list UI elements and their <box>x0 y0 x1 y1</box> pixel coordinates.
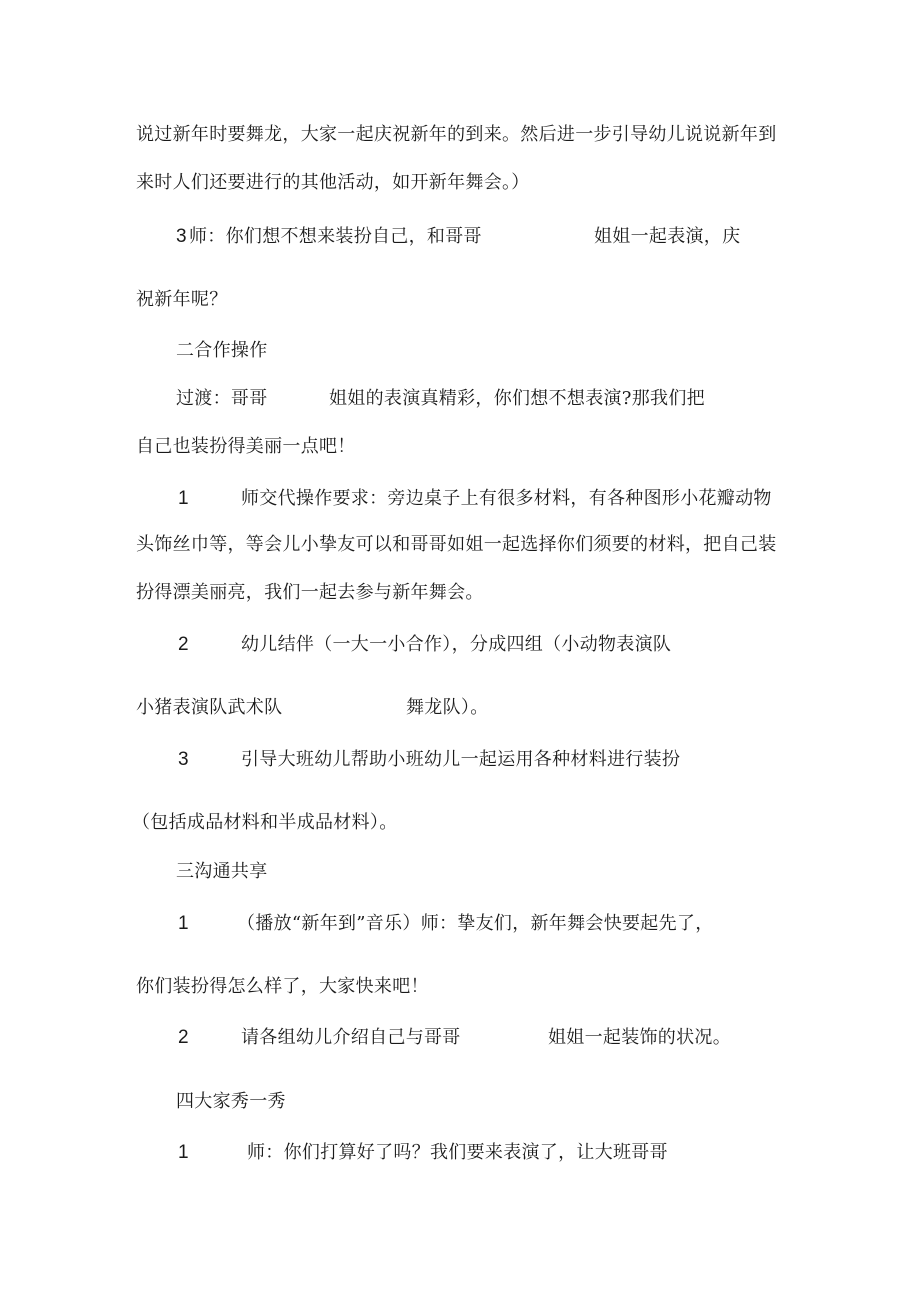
step-number: 2 <box>178 634 189 655</box>
paragraph-line: 自己也装扮得美丽一点吧！ <box>136 436 356 457</box>
paragraph-line: 来时人们还要进行的其他活动，如开新年舞会。） <box>136 172 530 193</box>
paragraph-line: 师：你们想不想来装扮自己，和哥哥 <box>189 226 482 247</box>
paragraph-line: 头饰丝巾等，等会儿小挚友可以和哥哥如姐一起选择你们须要的材料，把自己装 <box>136 534 777 555</box>
paragraph-line: 引导大班幼儿帮助小班幼儿一起运用各种材料进行装扮 <box>241 749 681 770</box>
paragraph-line: 说过新年时要舞龙，大家一起庆祝新年的到来。然后进一步引导幼儿说说新年到 <box>136 124 777 145</box>
step-number: 1 <box>178 913 189 934</box>
paragraph-line: 师：你们打算好了吗？我们要来表演了，让大班哥哥 <box>247 1142 668 1163</box>
section-heading: 三沟通共享 <box>176 861 268 882</box>
paragraph-line: 请各组幼儿介绍自己与哥哥 <box>241 1027 461 1048</box>
paragraph-line: 师交代操作要求：旁边桌子上有很多材料，有各种图形小花瓣动物 <box>241 488 772 509</box>
paragraph-line: 过渡：哥哥 <box>176 388 268 409</box>
paragraph-line: 小猪表演队武术队 <box>136 697 283 718</box>
paragraph-line: 舞龙队）。 <box>406 697 489 718</box>
step-number: 1 <box>178 488 189 509</box>
paragraph-line: 你们装扮得怎么样了，大家快来吧！ <box>136 976 429 997</box>
paragraph-line: 祝新年呢？ <box>136 289 228 310</box>
paragraph-line: （播放“新年到”音乐）师：挚友们，新年舞会快要起先了， <box>237 913 714 934</box>
step-number: 2 <box>178 1027 189 1048</box>
paragraph-line: （包括成品材料和半成品材料）。 <box>132 812 398 833</box>
section-heading: 四大家秀一秀 <box>176 1091 286 1112</box>
step-number: 3 <box>176 226 187 247</box>
paragraph-line: 扮得漂美丽亮，我们一起去参与新年舞会。 <box>136 582 484 603</box>
section-heading: 二合作操作 <box>176 340 268 361</box>
paragraph-line: 幼儿结伴（一大一小合作），分成四组（小动物表演队 <box>241 634 672 655</box>
step-number: 3 <box>178 749 189 770</box>
paragraph-line: 姐姐一起装饰的状况。 <box>548 1027 731 1048</box>
step-number: 1 <box>178 1142 189 1163</box>
paragraph-line: 姐姐一起表演，庆 <box>594 226 741 247</box>
paragraph-line: 姐姐的表演真精彩，你们想不想表演?那我们把 <box>329 388 705 409</box>
